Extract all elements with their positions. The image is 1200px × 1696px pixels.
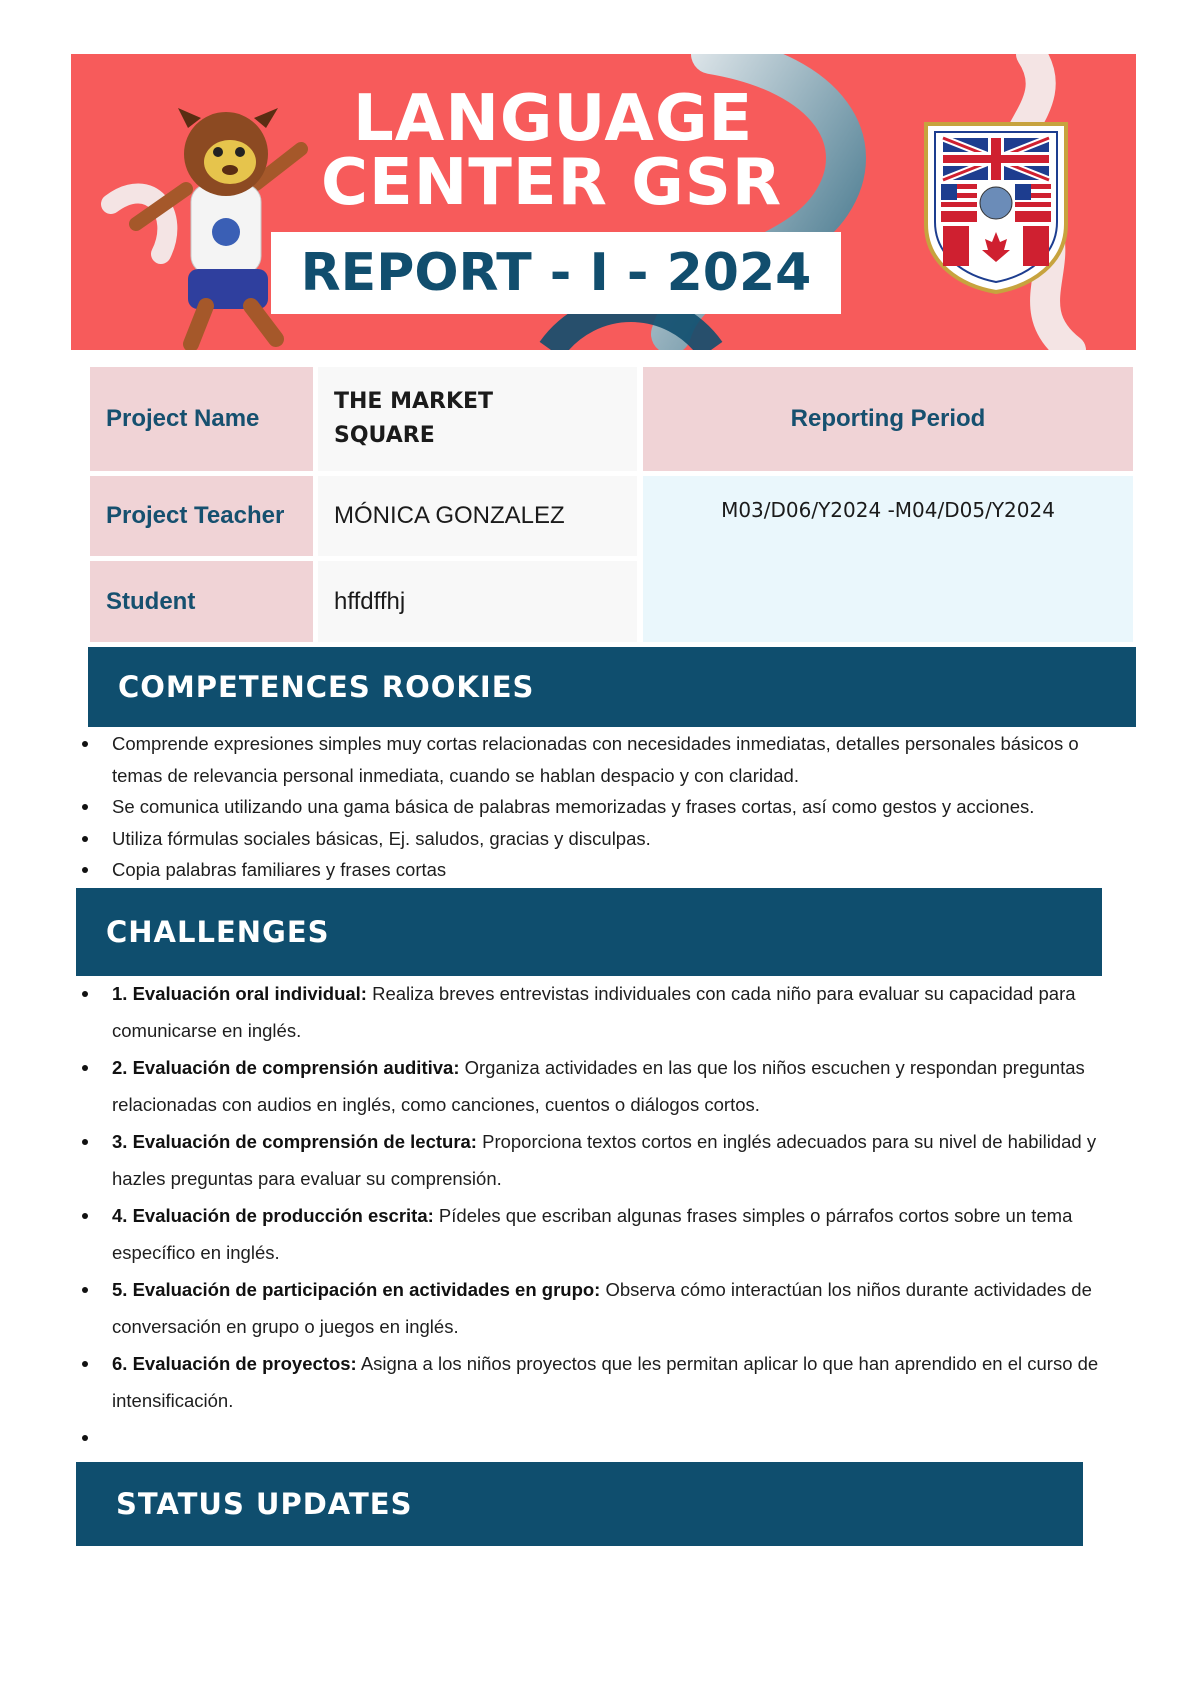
challenge-text: Asigna a los niños proyectos que les permitan aplicar lo que han aprendido en el curso de intensificación. [112, 1353, 1099, 1411]
challenges-title: CHALLENGES [106, 915, 330, 949]
competences-title: COMPETENCES ROOKIES [118, 670, 535, 704]
list-item [76, 975, 1131, 1049]
student-label-text: Student [106, 587, 196, 615]
header-banner [71, 54, 1136, 350]
project-teacher-value [318, 476, 637, 556]
list-item-empty [76, 1419, 1131, 1456]
project-name-value-line1: THE MARKET [334, 389, 494, 414]
list-item [76, 1271, 1131, 1345]
challenges-list [76, 975, 1131, 1456]
title-line-1: LANGUAGE [353, 82, 754, 156]
student-value-text: hffdffhj [334, 587, 406, 615]
reporting-period-value [643, 476, 1133, 642]
challenge-text: Realiza breves entrevistas individuales con cada niño para evaluar su capacidad para comunicarse en inglés. [112, 983, 1076, 1041]
project-teacher-value-text: MÓNICA GONZALEZ [334, 502, 565, 529]
title-line-2: CENTER GSR [321, 146, 783, 220]
list-item: Comprende expresiones simples muy cortas relacionadas con necesidades inmediatas, detalles personales básicos o temas de relevancia personal inmediata, cuando se hablan despacio y con claridad. [76, 728, 1126, 791]
challenge-title: 6. Evaluación de proyectos: [112, 1353, 357, 1374]
project-name-label [90, 367, 313, 471]
challenge-text: Proporciona textos cortos en inglés adecuados para su nivel de habilidad y hazles preguntas para evaluar su comprensión. [112, 1131, 1097, 1189]
challenge-title: 2. Evaluación de comprensión auditiva: [112, 1057, 460, 1078]
list-item [76, 1197, 1131, 1271]
reporting-period-label [643, 367, 1133, 471]
challenge-text: Observa cómo interactúan los niños durante actividades de conversación en grupo o juegos en inglés. [112, 1279, 1092, 1337]
project-name-value [318, 367, 637, 471]
report-title: REPORT - I - 2024 [300, 243, 812, 303]
competences-list [76, 728, 1126, 886]
list-item: Utiliza fórmulas sociales básicas, Ej. saludos, gracias y disculpas. [76, 823, 1126, 855]
status-updates-title: STATUS UPDATES [116, 1487, 413, 1521]
list-item [76, 1049, 1131, 1123]
list-item [76, 1345, 1131, 1419]
student-label [90, 561, 313, 642]
list-item: Se comunica utilizando una gama básica de palabras memorizadas y frases cortas, así como gestos y acciones. [76, 791, 1126, 823]
reporting-period-label-text: Reporting Period [790, 405, 986, 432]
list-item: Copia palabras familiares y frases cortas [76, 854, 1126, 886]
status-updates-header [76, 1462, 1083, 1546]
project-name-value-line2: SQUARE [334, 423, 435, 448]
challenge-text: Organiza actividades en las que los niños escuchen y respondan preguntas relacionadas con audios en inglés, como canciones, cuentos o diálogos cortos. [112, 1057, 1085, 1115]
school-crest-logo [921, 114, 1071, 294]
project-teacher-label [90, 476, 313, 556]
challenge-title: 1. Evaluación oral individual: [112, 983, 367, 1004]
reporting-period-value-text: M03/D06/Y2024 -M04/D05/Y2024 [721, 498, 1055, 522]
student-value [318, 561, 637, 642]
challenge-text: Pídeles que escriban algunas frases simples o párrafos cortos sobre un tema específico en inglés. [112, 1205, 1073, 1263]
challenges-header [76, 888, 1102, 976]
challenge-title: 5. Evaluación de participación en actividades en grupo: [112, 1279, 601, 1300]
competences-header [88, 647, 1136, 727]
challenge-title: 4. Evaluación de producción escrita: [112, 1205, 434, 1226]
challenge-title: 3. Evaluación de comprensión de lectura: [112, 1131, 477, 1152]
project-teacher-label-text: Project Teacher [106, 502, 285, 529]
project-name-label-text: Project Name [106, 405, 260, 432]
list-item [76, 1123, 1131, 1197]
